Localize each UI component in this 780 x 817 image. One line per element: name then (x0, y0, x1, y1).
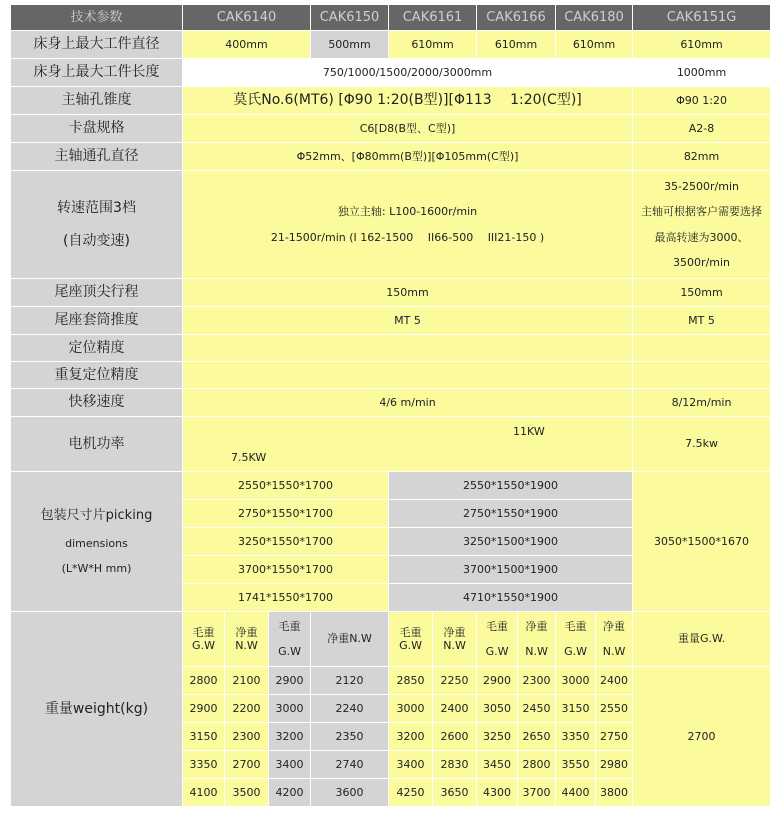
cell-value: 3250*1550*1700 (183, 528, 389, 556)
weight-head: 净重N.W (433, 612, 477, 667)
weight-value: 2900 (183, 695, 225, 723)
speed-line: 最高转速为3000、 (654, 230, 749, 244)
weight-value: 3000 (269, 695, 311, 723)
cell-value: 3700*1550*1700 (183, 556, 389, 584)
row-max-length (11, 59, 771, 87)
row-label: 主轴通孔直径 (11, 143, 183, 171)
cell-value: 750/1000/1500/2000/3000mm (183, 59, 633, 87)
motor-value: 11KW (513, 425, 545, 438)
row-chuck (11, 115, 771, 143)
cell-value: 3250*1500*1900 (389, 528, 633, 556)
weight-value: 2650 (518, 723, 556, 751)
row-label-line: (自动变速) (63, 232, 130, 249)
row-repeat-positioning (11, 362, 771, 389)
weight-value: 3550 (556, 751, 596, 779)
weight-value: 2120 (311, 667, 389, 695)
cell-value: 3700*1500*1900 (389, 556, 633, 584)
weight-head: 净重N.W (225, 612, 269, 667)
cell-value: MT 5 (633, 307, 771, 335)
weight-value: 3150 (556, 695, 596, 723)
row-label: 卡盘规格 (11, 115, 183, 143)
weight-value: 2350 (311, 723, 389, 751)
row-label: 快移速度 (11, 389, 183, 417)
weight-value: 4250 (389, 779, 433, 807)
weight-value: 3350 (183, 751, 225, 779)
cell-value: 150mm (633, 279, 771, 307)
cell-value: MT 5 (183, 307, 633, 335)
weight-value: 3700 (518, 779, 556, 807)
row-label: 重量weight(kg) (11, 612, 183, 807)
cell-value: 4/6 m/min (183, 389, 633, 417)
weight-value: 2450 (518, 695, 556, 723)
cell-value: 2750*1550*1700 (183, 500, 389, 528)
cell-value: 3050*1500*1670 (633, 472, 771, 612)
row-label: 尾座套筒推度 (11, 307, 183, 335)
weight-value: 2740 (311, 751, 389, 779)
weight-value: 2700 (225, 751, 269, 779)
row-label: 床身上最大工件直径 (11, 31, 183, 59)
cell-value (183, 171, 633, 279)
row-label (11, 472, 183, 612)
weight-head-line: N.W (602, 645, 626, 658)
weight-value: 2550 (596, 695, 633, 723)
weight-value: 2100 (225, 667, 269, 695)
row-label: 电机功率 (11, 417, 183, 472)
weight-value: 2900 (269, 667, 311, 695)
weight-value: 2600 (433, 723, 477, 751)
cell-value: 2550*1550*1700 (183, 472, 389, 500)
weight-value: 2200 (225, 695, 269, 723)
cell-value: A2-8 (633, 115, 771, 143)
weight-value: 2700 (633, 667, 771, 807)
weight-value: 2830 (433, 751, 477, 779)
header-model: CAK6140 (183, 5, 311, 31)
cell-value (183, 417, 633, 472)
weight-value: 2300 (518, 667, 556, 695)
weight-head (269, 612, 311, 667)
motor-value: 7.5KW (231, 451, 267, 464)
cell-value: 1741*1550*1700 (183, 584, 389, 612)
header-param: 技术参数 (11, 5, 183, 31)
weight-value: 4300 (477, 779, 518, 807)
weight-value: 2250 (433, 667, 477, 695)
weight-value: 4400 (556, 779, 596, 807)
cell-value: 610mm (389, 31, 477, 59)
weight-head (477, 612, 518, 667)
cell-value: 150mm (183, 279, 633, 307)
weight-value: 3450 (477, 751, 518, 779)
weight-value: 3200 (389, 723, 433, 751)
row-label-line: 转速范围3档 (57, 200, 136, 217)
weight-value: 2240 (311, 695, 389, 723)
weight-head-line: 净重 (603, 619, 626, 633)
weight-head-line: 毛重 (278, 619, 301, 633)
row-label-line: 包装尺寸片picking (40, 508, 153, 524)
row-label: 尾座顶尖行程 (11, 279, 183, 307)
weight-value: 3600 (311, 779, 389, 807)
cell-value (633, 171, 771, 279)
row-positioning (11, 335, 771, 362)
weight-head (556, 612, 596, 667)
weight-value: 2800 (518, 751, 556, 779)
cell-value: 610mm (633, 31, 771, 59)
cell-value: 610mm (477, 31, 556, 59)
weight-value: 2400 (433, 695, 477, 723)
weight-head: 净重N.W (311, 612, 389, 667)
row-label: 床身上最大工件长度 (11, 59, 183, 87)
row-label: 主轴孔锥度 (11, 87, 183, 115)
header-model: CAK6180 (556, 5, 633, 31)
weight-value: 3500 (225, 779, 269, 807)
row-motor (11, 417, 771, 472)
row-label-line: dimensions (65, 537, 128, 551)
weight-value: 2800 (183, 667, 225, 695)
cell-value: Φ52mm、[Φ80mm(B型)][Φ105mm(C型)] (183, 143, 633, 171)
cell-empty (633, 335, 771, 362)
cell-value: 500mm (311, 31, 389, 59)
weight-value: 2850 (389, 667, 433, 695)
weight-value: 4200 (269, 779, 311, 807)
weight-value: 2400 (596, 667, 633, 695)
weight-head: 毛重G.W (183, 612, 225, 667)
weight-value: 2300 (225, 723, 269, 751)
cell-value: 82mm (633, 143, 771, 171)
cell-value: 8/12m/min (633, 389, 771, 417)
cell-value: 2750*1550*1900 (389, 500, 633, 528)
weight-value: 3200 (269, 723, 311, 751)
weight-value: 3650 (433, 779, 477, 807)
row-speed-range (11, 171, 771, 279)
row-label-line: (L*W*H mm) (61, 562, 132, 576)
weight-value: 3800 (596, 779, 633, 807)
weight-value: 3250 (477, 723, 518, 751)
cell-value: 400mm (183, 31, 311, 59)
cell-value: 7.5kw (633, 417, 771, 472)
speed-line: 35-2500r/min (664, 179, 739, 193)
cell-value: Φ90 1:20 (633, 87, 771, 115)
weight-value: 2750 (596, 723, 633, 751)
header-model: CAK6166 (477, 5, 556, 31)
row-label (11, 171, 183, 279)
cell-empty (183, 335, 633, 362)
cell-value: 4710*1550*1900 (389, 584, 633, 612)
weight-value: 3400 (389, 751, 433, 779)
cell-value: 2550*1550*1900 (389, 472, 633, 500)
weight-head: 毛重G.W (389, 612, 433, 667)
cell-value: C6[D8(B型、C型)] (183, 115, 633, 143)
weight-value: 3350 (556, 723, 596, 751)
weight-value: 2900 (477, 667, 518, 695)
spec-table (10, 4, 771, 807)
cell-empty (183, 362, 633, 389)
speed-line: 主轴可根据客户需要选择 (641, 205, 763, 219)
weight-head (518, 612, 556, 667)
row-label: 重复定位精度 (11, 362, 183, 389)
weight-head-line: 毛重 (486, 619, 509, 633)
cell-empty (633, 362, 771, 389)
row-packing (11, 472, 771, 500)
weight-value: 3150 (183, 723, 225, 751)
row-max-diameter (11, 31, 771, 59)
weight-value: 2980 (596, 751, 633, 779)
speed-line: 独立主轴: L100-1600r/min (337, 205, 478, 219)
cell-value: 1000mm (633, 59, 771, 87)
weight-head (596, 612, 633, 667)
weight-head-line: 净重 (525, 619, 548, 633)
weight-value: 3000 (389, 695, 433, 723)
weight-value: 3400 (269, 751, 311, 779)
weight-head-line: N.W (525, 645, 548, 658)
weight-value: 4100 (183, 779, 225, 807)
weight-head-line: G.W (564, 645, 587, 658)
row-spindle-taper (11, 87, 771, 115)
row-weight-head (11, 612, 771, 667)
header-row (11, 5, 771, 31)
weight-head-line: G.W (485, 645, 509, 658)
cell-value: 莫氏No.6(MT6) [Φ90 1:20(B型)][Φ113 1:20(C型)] (183, 87, 633, 115)
header-model: CAK6150 (311, 5, 389, 31)
weight-head-line: 毛重 (564, 619, 587, 633)
row-label: 定位精度 (11, 335, 183, 362)
weight-value: 3050 (477, 695, 518, 723)
cell-value: 610mm (556, 31, 633, 59)
speed-line: 21-1500r/min (I 162-1500 II66-500 III21-150 ) (270, 230, 545, 244)
row-tailstock-taper (11, 307, 771, 335)
row-spindle-bore (11, 143, 771, 171)
weight-head-line: G.W (278, 645, 301, 658)
header-model: CAK6161 (389, 5, 477, 31)
header-model: CAK6151G (633, 5, 771, 31)
row-rapid (11, 389, 771, 417)
speed-line: 3500r/min (673, 255, 731, 269)
weight-head: 重量G.W. (633, 612, 771, 667)
row-tailstock-travel (11, 279, 771, 307)
weight-value: 3000 (556, 667, 596, 695)
